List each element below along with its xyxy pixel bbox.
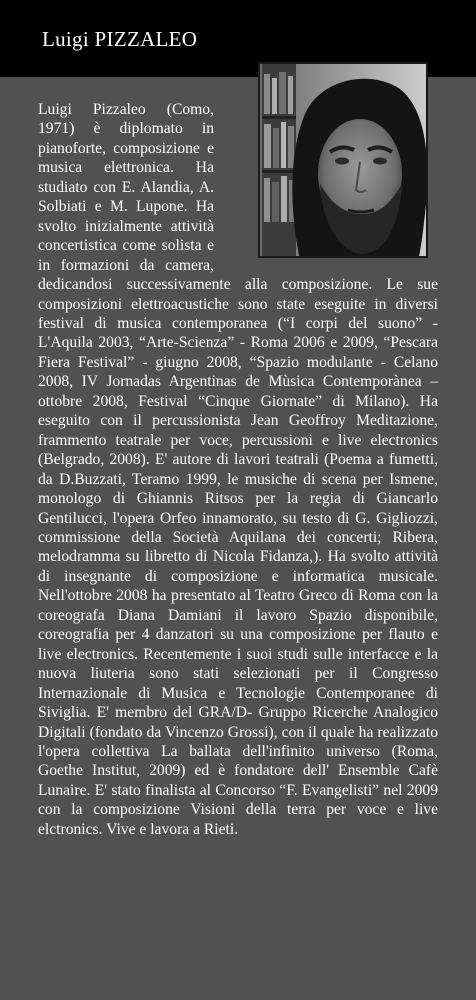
page-title: Luigi PIZZALEO xyxy=(42,27,198,51)
photo-spacer xyxy=(214,100,438,267)
bio-paragraph xyxy=(38,100,438,839)
bio-text: Luigi Pizzaleo (Como, 1971) è diplomato in pianoforte, composizione e musica elettronica. Ha studiato con E. Alandia, A. Solbiati e M. Lupone. Ha svolto inizialmente attività concertistica come solista e in formazioni da camera, dedicandosi successivamente alla composizione. Le sue composizioni elettroacustiche sono state eseguite in diversi festival di musica contemporanea (“I corpi del suono” - L'Aquila 2003, “Arte-Scienza” - Roma 2006 e 2009, “Pescara Fiera Festival” - giugno 2008, “Spazio modulante - Celano 2008, IV Jornadas Argentinas de Mùsica Contemporànea – ottobre 2008, Festival “Cinque Giornate” di Milano). Ha eseguito con il percussionista Jean Geoffroy Meditazione, frammento teatrale per voce, percussioni e live electronics (Belgrado, 2008). E' autore di lavori teatrali (Poema a fumetti, da D.Buzzati, Teramo 1999, le musiche di scena per Ismene, monologo di Ghiannis Ritsos per la regia di Giancarlo Gentilucci, l'opera Orfeo innamorato, su testo di G. Gigliozzi, commissione della Società Aquilana dei concerti; Ribera, melodramma su libretto di Nicola Fidanza,). Ha svolto attività di insegnante di composizione e informatica musicale. Nell'ottobre 2008 ha presentato al Teatro Greco di Roma con la coreografa Diana Damiani il lavoro Spazio disponibile, coreografia per 4 danzatori su una composizione per flauto e live electronics. Recentemente i suoi studi sulle interfacce e la nuova liuteria sono stati selezionati per il Congresso Internazionale di Musica e Tecnologie Contemporanee di Siviglia. E' membro del GRA/D- Gruppo Ricerche Analogico Digitali (fondato da Vincenzo Grossi), con il quale ha realizzato l'opera collettiva La ballata dell'infinito universo (Roma, Goethe Institut, 2009) ed è fondatore dell' Ensemble Cafè Lunaire. E' stato finalista al Concorso “F. Evangelisti” nel 2009 con la composizione Visioni della terra per voce e live elctronics. Vive e lavora a Rieti. xyxy=(38,101,438,838)
